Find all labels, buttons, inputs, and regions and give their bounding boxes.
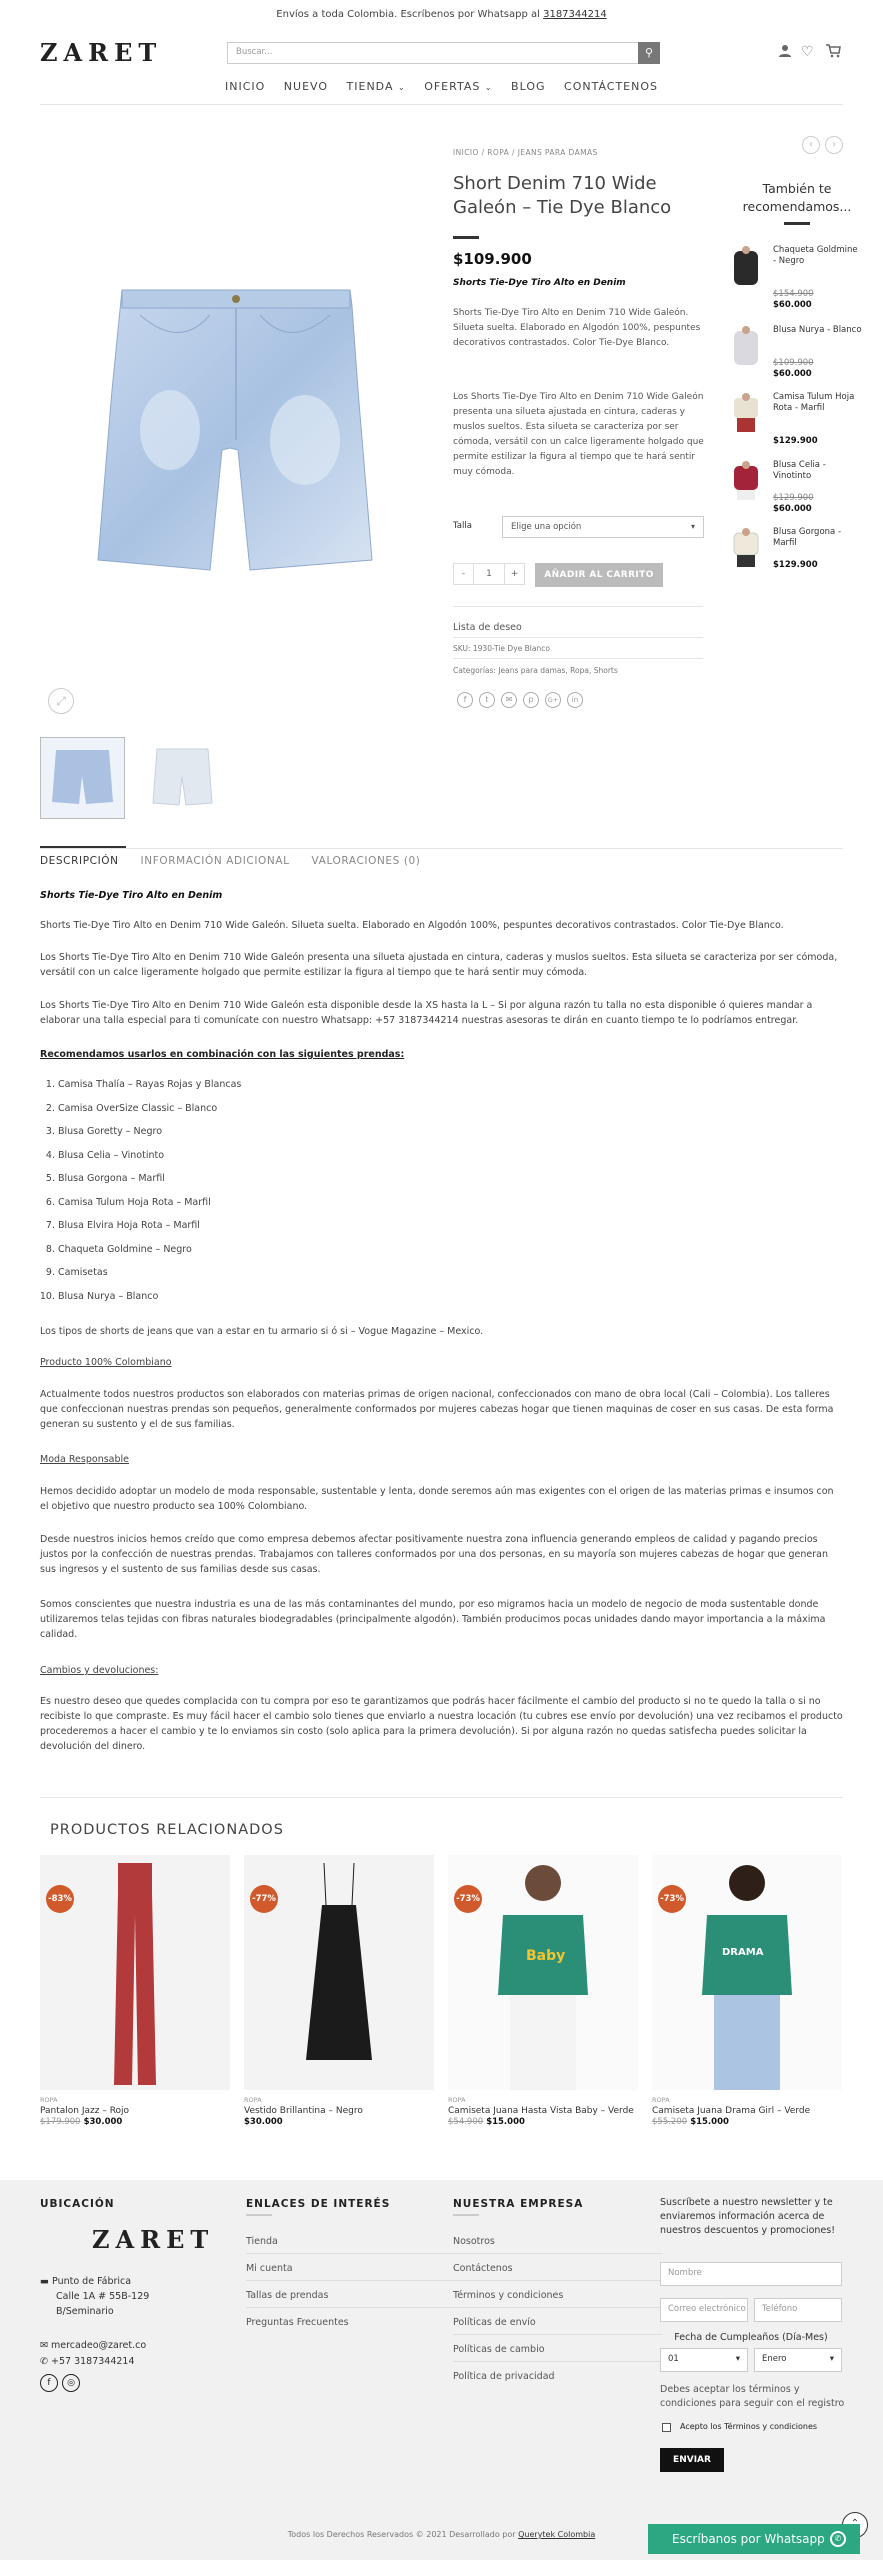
footer-link-terminos[interactable]: Términos y condiciones <box>453 2290 564 2301</box>
wishlist-link[interactable]: Lista de deseo <box>453 622 522 633</box>
announcement-bar <box>0 0 883 30</box>
rec-list-item[interactable]: 10. Blusa Nurya – Blanco <box>58 1289 843 1304</box>
birthday-day-select[interactable] <box>660 2348 748 2372</box>
footer-phone-text: +57 3187344214 <box>51 2356 135 2367</box>
add-to-cart-button[interactable]: AÑADIR AL CARRITO <box>535 563 663 587</box>
rec-heading: Recomendamos usarlos en combinación con las siguientes prendas: <box>40 1049 405 1060</box>
tab-descripcion[interactable]: DESCRIPCIÓN <box>40 855 119 867</box>
desc-h-cambios: Cambios y devoluciones: <box>40 1665 159 1676</box>
search-icon[interactable]: ⚲ <box>638 42 660 64</box>
breadcrumb-jeans[interactable]: JEANS PARA DAMAS <box>517 148 598 157</box>
copyright-text: Todos los Derechos Reservados © 2021 Desarrollado por <box>287 2530 516 2539</box>
rec-list-item[interactable]: 5. Blusa Gorgona – Marfil <box>58 1171 843 1186</box>
desc-paragraph-6: Hemos decidido adoptar un modelo de moda responsable, sustentable y lenta, donde seremos aún mas exigentes con el origen de las materias primas e insumos con el objetivo que nuestro producto sea 100% Colombiano. <box>40 1486 834 1512</box>
desc-paragraph-8: Somos conscientes que nuestra industria es una de las más contaminantes del mundo, por eso migramos hacia un modelo de negocio de moda sustentable donde utilizaremos telas tejidas con fibras naturales biodegradables (principalmente algodón). También producimos pocas unidades dando mayor importancia a la máxima calidad. <box>40 1599 826 1640</box>
product-tabs <box>40 855 439 867</box>
desc-h-colombiano: Producto 100% Colombiano <box>40 1357 172 1368</box>
twitter-icon[interactable]: t <box>479 692 495 708</box>
pinterest-icon[interactable]: p <box>523 692 539 708</box>
sidebar-item-image[interactable] <box>731 325 761 365</box>
footer-address-2: B/Seminario <box>56 2306 114 2317</box>
sidebar-item-price: $60.000 <box>773 369 812 379</box>
nav-inicio[interactable]: INICIO <box>224 80 266 93</box>
related-product-price: $15.000 <box>486 2117 525 2127</box>
svg-text:DRAMA: DRAMA <box>722 1947 764 1958</box>
birthday-label: Fecha de Cumpleaños (Día-Mes) <box>674 2332 828 2343</box>
sidebar-item-name[interactable]: Blusa Celia - Vinotinto <box>773 460 826 481</box>
sidebar-item-old-price: $129.900 <box>773 493 814 503</box>
newsletter-name-input[interactable]: Nombre <box>660 2262 842 2286</box>
desc-paragraph-3: Los Shorts Tie-Dye Tiro Alto en Denim 710 Wide Galeón esta disponible desde la XS hasta la L – Si por alguna razón tu talla no esta disponible ó quieres mandar a elaborar una talla especial para ti comunícate con nuestro Whatsapp: +57 3187344214 nuestras asesoras te dirán en cuanto tiempo te lo podríamos entregar. <box>40 1000 813 1026</box>
desc-paragraph-2: Los Shorts Tie-Dye Tiro Alto en Denim 710 Wide Galeón presenta una silueta ajustada en cintura, caderas y muslos sueltos. Esta silueta se caracteriza por ser cómoda, versátil con un calce ligeramente holgado que permite estilizar la figura al tiempo que te hará sentir muy cómoda. <box>40 952 838 978</box>
related-product-name[interactable]: Camiseta Juana Hasta Vista Baby – Verde <box>448 2106 634 2116</box>
sidebar-item-name[interactable]: Blusa Gorgona - Marfil <box>773 527 842 548</box>
footer-phone[interactable] <box>40 2356 135 2367</box>
footer-enlaces-title: ENLACES DE INTERÉS <box>246 2198 391 2210</box>
sidebar-divider <box>784 222 810 225</box>
related-product-price: $15.000 <box>690 2117 729 2127</box>
wishlist-heart-icon[interactable]: ♡ <box>801 44 814 60</box>
chevron-down-icon: ▾ <box>735 2354 740 2364</box>
size-select[interactable] <box>502 516 704 538</box>
sidebar-item-image[interactable] <box>731 392 761 432</box>
newsletter-submit-button[interactable]: ENVIAR <box>660 2448 724 2472</box>
next-product-icon[interactable]: › <box>825 136 843 154</box>
desc-paragraph-5: Actualmente todos nuestros productos son elaborados con materias primas de origen nacional, confeccionados con mano de obra local (Cali – Colombia). Los talleres que confeccionan nuestras prendas son pequeños, generalmente conformados por mujeres cabezas hogar que tienen maquinas de coser en sus casas. De esta forma generan su sustento y el de sus familias. <box>40 1389 834 1430</box>
breadcrumb-ropa[interactable]: ROPA <box>487 148 510 157</box>
tab-informacion-adicional[interactable]: INFORMACIÓN ADICIONAL <box>140 855 290 867</box>
related-product-image[interactable] <box>244 1855 434 2090</box>
zoom-icon[interactable]: ⤢ <box>48 688 74 714</box>
sale-badge: -73% <box>658 1885 686 1913</box>
thumbnail-1[interactable] <box>40 737 125 819</box>
footer-email-text: mercadeo@zaret.co <box>51 2340 147 2351</box>
related-product-card[interactable] <box>652 1855 842 2127</box>
sidebar-item[interactable] <box>731 527 871 593</box>
footer-link-nosotros[interactable]: Nosotros <box>453 2236 495 2247</box>
sidebar-item-image[interactable] <box>731 527 761 567</box>
sidebar-item-old-price: $109.900 <box>773 358 814 368</box>
search-box[interactable] <box>227 42 660 64</box>
breadcrumb-inicio[interactable]: INICIO <box>453 148 479 157</box>
footer-address-label-text: Punto de Fábrica <box>52 2276 132 2287</box>
rec-list-item[interactable]: 4. Blusa Celia – Vinotinto <box>58 1148 843 1163</box>
product-price: $109.900 <box>453 250 532 268</box>
newsletter-text: Suscríbete a nuestro newsletter y te enviaremos información acerca de nuestros descuentos y promociones! <box>660 2197 836 2236</box>
nav-nuevo[interactable]: NUEVO <box>283 80 329 93</box>
nav-tienda[interactable] <box>347 80 406 93</box>
related-product-card[interactable] <box>244 1855 434 2127</box>
rec-list-item[interactable]: 9. Camisetas <box>58 1265 843 1280</box>
chevron-down-icon: ⌄ <box>397 83 406 92</box>
related-product-name[interactable]: Vestido Brillantina – Negro <box>244 2106 363 2116</box>
sale-badge: -73% <box>454 1885 482 1913</box>
phone-icon: ✆ <box>40 2356 48 2367</box>
linkedin-icon[interactable]: in <box>567 692 583 708</box>
product-subtitle: Shorts Tie-Dye Tiro Alto en Denim <box>453 278 626 288</box>
chevron-down-icon: ▾ <box>690 522 695 531</box>
footer-logo: ZARET <box>92 2225 215 2254</box>
product-main-image[interactable] <box>90 270 380 590</box>
footer-link-tienda[interactable]: Tienda <box>246 2236 278 2247</box>
desc-h-moda: Moda Responsable <box>40 1454 129 1465</box>
sidebar-item[interactable] <box>731 245 871 311</box>
newsletter-phone-input[interactable]: Teléfono <box>754 2298 842 2322</box>
header-divider <box>40 104 843 105</box>
sidebar-item[interactable] <box>731 460 871 526</box>
desc-paragraph-7: Desde nuestros inicios hemos creído que como empresa debemos afectar positivamente nuestra zona influencia generando empleos de calidad y pagando precios justos por la confección de nuestras prendas. Trabajamos con talleres conformados por una dos personas, en su mayoría son mujeres cabezas de hogar que generan sus ingresos y el sustento de sus familias desde sus casas. <box>40 1534 829 1575</box>
related-product-category: ROPA <box>448 2096 466 2104</box>
product-short-desc-1: Shorts Tie-Dye Tiro Alto en Denim 710 Wide Galeón. Silueta suelta. Elaborado en Algodón 100%, pespuntes decorativos contrastados. Color Tie-Dye Blanco. <box>453 308 701 348</box>
qty-minus-button[interactable]: - <box>461 569 466 579</box>
sidebar-item-name[interactable]: Camisa Tulum Hoja Rota - Marfil <box>773 392 855 413</box>
footer-link-tallas[interactable]: Tallas de prendas <box>246 2290 329 2301</box>
developer-link[interactable]: Querytek Colombia <box>518 2530 596 2539</box>
search-input[interactable]: Buscar... <box>236 47 273 57</box>
footer-link-contactenos[interactable]: Contáctenos <box>453 2263 513 2274</box>
nav-ofertas[interactable] <box>424 80 492 93</box>
rec-list-item[interactable]: 6. Camisa Tulum Hoja Rota – Marfil <box>58 1195 843 1210</box>
product-title: Short Denim 710 Wide Galeón – Tie Dye Blanco <box>453 173 672 218</box>
related-product-price: $30.000 <box>244 2117 283 2127</box>
related-product-old-price: $54.900 <box>448 2117 484 2127</box>
title-divider <box>453 236 479 239</box>
related-product-card[interactable] <box>448 1855 638 2127</box>
rec-list <box>40 1077 843 1312</box>
sidebar-item-old-price: $154.900 <box>773 289 814 299</box>
rec-list-item[interactable]: 2. Camisa OverSize Classic – Blanco <box>58 1101 843 1116</box>
main-nav <box>0 80 883 93</box>
sale-badge: -77% <box>250 1885 278 1913</box>
sidebar-item[interactable] <box>731 325 871 391</box>
cart-icon[interactable] <box>825 44 841 62</box>
desc-paragraph-9: Es nuestro deseo que quedes complacida con tu compra por eso te garantizamos que podrás hacer fácilmente el cambio del producto si no te quedo la talla o si no recibiste lo que compraste. Es muy fácil hacer el cambio solo tienes que enviarlo a nuestra locación (tu cubres ese envío por devolución) una vez recibamos el producto procederemos a hacer el cambio y te lo enviamos sin costo (solo aplica para la primera devolución). Si por alguna razón no quedas satisfecha puedes solicitar la devolución del dinero. <box>40 1696 843 1752</box>
google-plus-icon[interactable]: G+ <box>545 692 561 708</box>
qty-input[interactable]: 1 <box>473 564 505 584</box>
footer-facebook-icon[interactable]: f <box>40 2374 58 2392</box>
sidebar-item-price: $129.900 <box>773 560 818 570</box>
footer-instagram-icon[interactable]: ◎ <box>62 2374 80 2392</box>
tab-valoraciones[interactable]: VALORACIONES (0) <box>311 855 421 867</box>
related-product-name[interactable]: Pantalon Jazz – Rojo <box>40 2106 130 2116</box>
footer-ubicacion-title: UBICACIÓN <box>40 2198 115 2210</box>
footer-link-preguntas[interactable]: Preguntas Frecuentes <box>246 2317 349 2328</box>
whatsapp-chat-button[interactable] <box>648 2524 860 2554</box>
sidebar-title: También te recomendamos... <box>742 181 852 214</box>
tabs-divider <box>40 848 843 849</box>
product-categories: Categorías: Jeans para damas, Ropa, Shorts <box>453 666 618 675</box>
related-product-old-price: $179.900 <box>40 2117 81 2127</box>
whatsapp-icon: ✆ <box>830 2531 846 2547</box>
related-product-price: $30.000 <box>83 2117 123 2127</box>
user-icon[interactable] <box>778 44 792 62</box>
footer-link-envio[interactable]: Políticas de envío <box>453 2317 536 2328</box>
envelope-icon: ✉ <box>40 2340 48 2351</box>
facebook-icon[interactable]: f <box>457 692 473 708</box>
related-product-category: ROPA <box>244 2096 262 2104</box>
footer-address-label <box>40 2276 131 2287</box>
prev-product-icon[interactable]: ‹ <box>802 136 820 154</box>
factory-icon: ▬ <box>40 2276 49 2287</box>
terms-check-label[interactable]: Acepto los Términos y condiciones <box>680 2422 818 2431</box>
product-short-desc-2: Los Shorts Tie-Dye Tiro Alto en Denim 710 Wide Galeón presenta una silueta ajustada en cintura, caderas y muslos sueltos. Esta silueta se caracteriza por ser cómoda, versátil con un calce ligeramente holgado que permite estilizar la figura al tiempo que te hará sentir muy cómoda. <box>453 392 704 477</box>
qty-plus-button[interactable]: + <box>510 569 519 579</box>
sidebar-item-name[interactable]: Blusa Nurya - Blanco <box>773 325 862 335</box>
sidebar-item-image[interactable] <box>731 460 761 500</box>
birthday-month-value: Enero <box>762 2354 787 2364</box>
footer-email[interactable] <box>40 2340 146 2351</box>
rec-list-item[interactable]: 1. Camisa Thalía – Rayas Rojas y Blancas <box>58 1077 843 1092</box>
nav-tienda-label: TIENDA <box>346 80 394 93</box>
desc-paragraph-1: Shorts Tie-Dye Tiro Alto en Denim 710 Wide Galeón. Silueta suelta. Elaborado en Algodón 100%, pespuntes decorativos contrastados. Color Tie-Dye Blanco. <box>40 920 784 931</box>
site-logo[interactable]: ZARET <box>40 38 163 67</box>
related-product-image[interactable] <box>40 1855 230 2090</box>
announcement-text: Envíos a toda Colombia. Escríbenos por Whatsapp al <box>276 9 540 20</box>
nav-ofertas-label: OFERTAS <box>424 80 481 93</box>
rec-list-item[interactable]: 8. Chaqueta Goldmine – Negro <box>58 1242 843 1257</box>
related-title: PRODUCTOS RELACIONADOS <box>50 1822 284 1838</box>
nav-contactenos[interactable]: CONTÁCTENOS <box>564 80 658 93</box>
product-sku: SKU: 1930-Tie Dye Blanco <box>453 644 550 653</box>
sale-badge: -83% <box>46 1885 74 1913</box>
rec-list-item[interactable]: 3. Blusa Goretty – Negro <box>58 1124 843 1139</box>
chevron-down-icon: ▾ <box>829 2354 834 2364</box>
sidebar-item[interactable] <box>731 392 871 458</box>
chevron-down-icon: ⌄ <box>484 83 493 92</box>
footer-address-1: Calle 1A # 55B-129 <box>56 2291 150 2302</box>
active-tab-indicator <box>40 846 126 848</box>
related-product-image[interactable] <box>652 1855 842 2090</box>
desc-heading: Shorts Tie-Dye Tiro Alto en Denim <box>40 890 223 901</box>
size-select-value: Elige una opción <box>511 522 582 532</box>
breadcrumb: INICIO / ROPA / JEANS PARA DAMAS <box>453 148 598 157</box>
svg-text:Baby: Baby <box>526 1948 566 1964</box>
sidebar-item-price: $129.900 <box>773 436 818 446</box>
footer-link-mi-cuenta[interactable]: Mi cuenta <box>246 2263 293 2274</box>
terms-text: Debes aceptar los términos y condiciones para seguir con el registro <box>660 2384 845 2409</box>
sidebar-item-price: $60.000 <box>773 300 812 310</box>
related-product-name[interactable]: Camiseta Juana Drama Girl – Verde <box>652 2106 811 2116</box>
quantity-stepper[interactable] <box>453 563 525 585</box>
newsletter-email-input[interactable]: Correo electrónico <box>660 2298 748 2322</box>
sidebar-item-name[interactable]: Chaqueta Goldmine - Negro <box>773 245 858 266</box>
sidebar-item-image[interactable] <box>731 245 761 285</box>
nav-blog[interactable]: BLOG <box>511 80 546 93</box>
terms-checkbox[interactable] <box>662 2423 671 2432</box>
footer-link-privacidad[interactable]: Política de privacidad <box>453 2371 555 2382</box>
size-label: Talla <box>453 521 472 531</box>
whatsapp-button-label: Escríbanos por Whatsapp <box>672 2532 825 2546</box>
footer-empresa-title: NUESTRA EMPRESA <box>453 2198 584 2210</box>
whatsapp-phone-link[interactable]: 3187344214 <box>543 9 607 20</box>
rec-list-item[interactable]: 7. Blusa Elvira Hoja Rota – Marfil <box>58 1218 843 1233</box>
birthday-day-value: 01 <box>668 2354 679 2364</box>
birthday-month-select[interactable] <box>754 2348 842 2372</box>
sidebar-item-price: $60.000 <box>773 504 812 514</box>
thumbnail-2[interactable] <box>140 737 225 819</box>
related-product-category: ROPA <box>652 2096 670 2104</box>
related-product-image[interactable] <box>448 1855 638 2090</box>
related-product-category: ROPA <box>40 2096 58 2104</box>
footer-link-cambio[interactable]: Políticas de cambio <box>453 2344 545 2355</box>
email-icon[interactable]: ✉ <box>501 692 517 708</box>
related-product-old-price: $55.200 <box>652 2117 688 2127</box>
related-product-card[interactable] <box>40 1855 230 2127</box>
desc-vogue: Los tipos de shorts de jeans que van a estar en tu armario si ó si – Vogue Magazine – Mexico. <box>40 1326 484 1337</box>
